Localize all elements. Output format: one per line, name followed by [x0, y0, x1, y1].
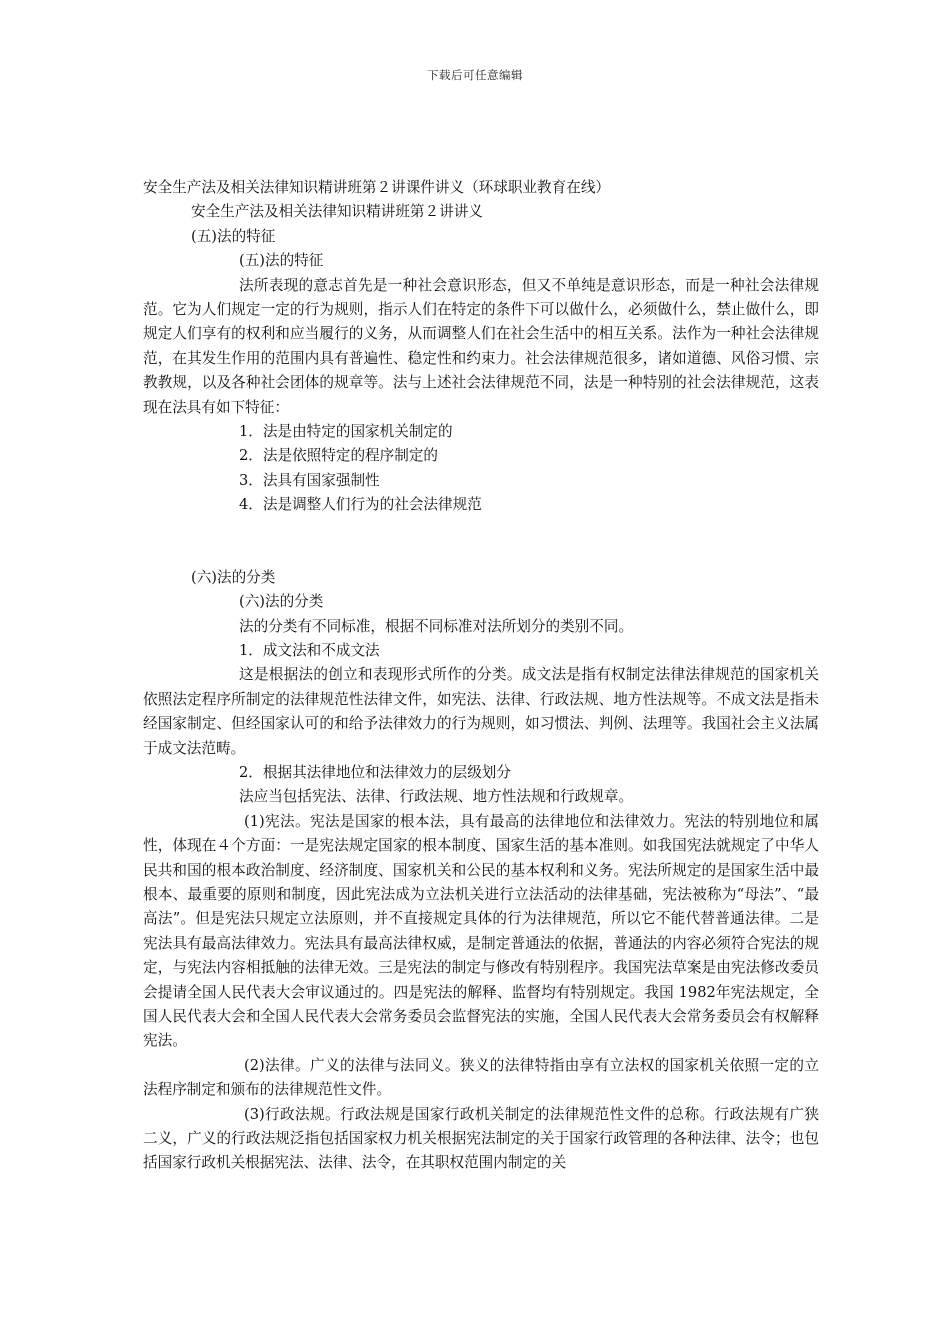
doc-subtitle: 安全生产法及相关法律知识精讲班第２讲讲义 — [191, 203, 483, 221]
section6-item2-intro: 法应当包括宪法、法律、行政法规、地方性法规和行政规章。 — [239, 788, 634, 806]
section5-subheading: (五)法的特征 — [239, 252, 324, 270]
paragraph-administrative-regulations: (3)行政法规。行政法规是国家行政机关制定的法律规范性文件的总称。行政法规有广狭二义，广义的行政法规泛指包括国家权力机关根据宪法制定的关于国家行政管理的各种法律、法令；也包括国家行政机关根据宪法、法律、法令，在其职权范围内制定的关 — [143, 1105, 819, 1172]
section6-intro: 法的分类有不同标准，根据不同标准对法所划分的类别不同。 — [239, 617, 634, 635]
section-spacer — [143, 518, 819, 566]
section6-item1-text: 这是根据法的创立和表现形式所作的分类。成文法是指有权制定法律法律规范的国家机关依照法定程序所制定的法律规范性法律文件，如宪法、法律、行政法规、地方性法规等。不成文法是指未经国家制定、但经国家认可的和给予法律效力的行为规则，如习惯法、判例、法理等。我国社会主义法属于成文法范畴。 — [143, 666, 819, 757]
section6-heading: (六)法的分类 — [191, 568, 276, 586]
section6-item1-title: 1．成文法和不成文法 — [239, 641, 380, 659]
section6-subheading: (六)法的分类 — [239, 593, 324, 611]
section5-intro: 法所表现的意志首先是一种社会意识形态，但又不单纯是意识形态，而是一种社会法律规范。它为人们规定一定的行为规则，指示人们在特定的条件下可以做什么，必须做什么，禁止做什么，即规定人们享有的权利和应当履行的义务，从而调整人们在社会生活中的相互关系。法作为一种社会法律规范，在其发生作用的范围内具有普遍性、稳定性和约束力。社会法律规范很多，诸如道德、风俗习惯、宗教教规，以及各种社会团体的规章等。法与上述社会法律规范不同，法是一种特别的社会法律规范，这表现在法具有如下特征： — [143, 276, 819, 416]
paragraph-law: (2)法律。广义的法律与法同义。狭义的法律特指由享有立法权的国家机关依照一定的立法程序制定和颁布的法律规范性文件。 — [143, 1056, 819, 1099]
section5-item-1: 1．法是由特定的国家机关制定的 — [239, 423, 453, 441]
section5-item-4: 4．法是调整人们行为的社会法律规范 — [239, 496, 482, 514]
paragraph-constitution: (1)宪法。宪法是国家的根本法，具有最高的法律地位和法律效力。宪法的特别地位和属性，体现在４个方面：一是宪法规定国家的根本制度、国家生活的基本准则。如我国宪法就规定了中华人民共和国的根本政治制度、经济制度、国家机关和公民的基本权利和义务。宪法所规定的是国家生活中最根本、最重要的原则和制度，因此宪法成为立法机关进行立法活动的法律基础，宪法被称为“母法”、“最高法”。但是宪法只规定立法原则，并不直接规定具体的行为法律规范，所以它不能代替普通法律。二是宪法具有最高法律效力。宪法具有最高法律权威，是制定普通法的依据，普通法的内容必须符合宪法的规定，与宪法内容相抵触的法律无效。三是宪法的制定与修改有特别程序。我国宪法草案是由宪法修改委员会提请全国人民代表大会审议通过的。四是宪法的解释、监督均有特别规定。我国 1982年宪法规定，全国人民代表大会和全国人民代表大会常务委员会监督宪法的实施，全国人民代表大会常务委员会有权解释宪法。 — [143, 812, 819, 1050]
section5-item-3: 3．法具有国家强制性 — [239, 471, 380, 489]
header-note: 下载后可任意编辑 — [427, 68, 523, 82]
doc-title: 安全生产法及相关法律知识精讲班第２讲课件讲义（环球职业教育在线） — [143, 179, 611, 196]
document-body — [143, 176, 819, 1176]
section5-item-2: 2．法是依照特定的程序制定的 — [239, 447, 439, 465]
section6-item2-title: 2．根据其法律地位和法律效力的层级划分 — [239, 763, 511, 781]
section5-heading: (五)法的特征 — [191, 227, 276, 245]
